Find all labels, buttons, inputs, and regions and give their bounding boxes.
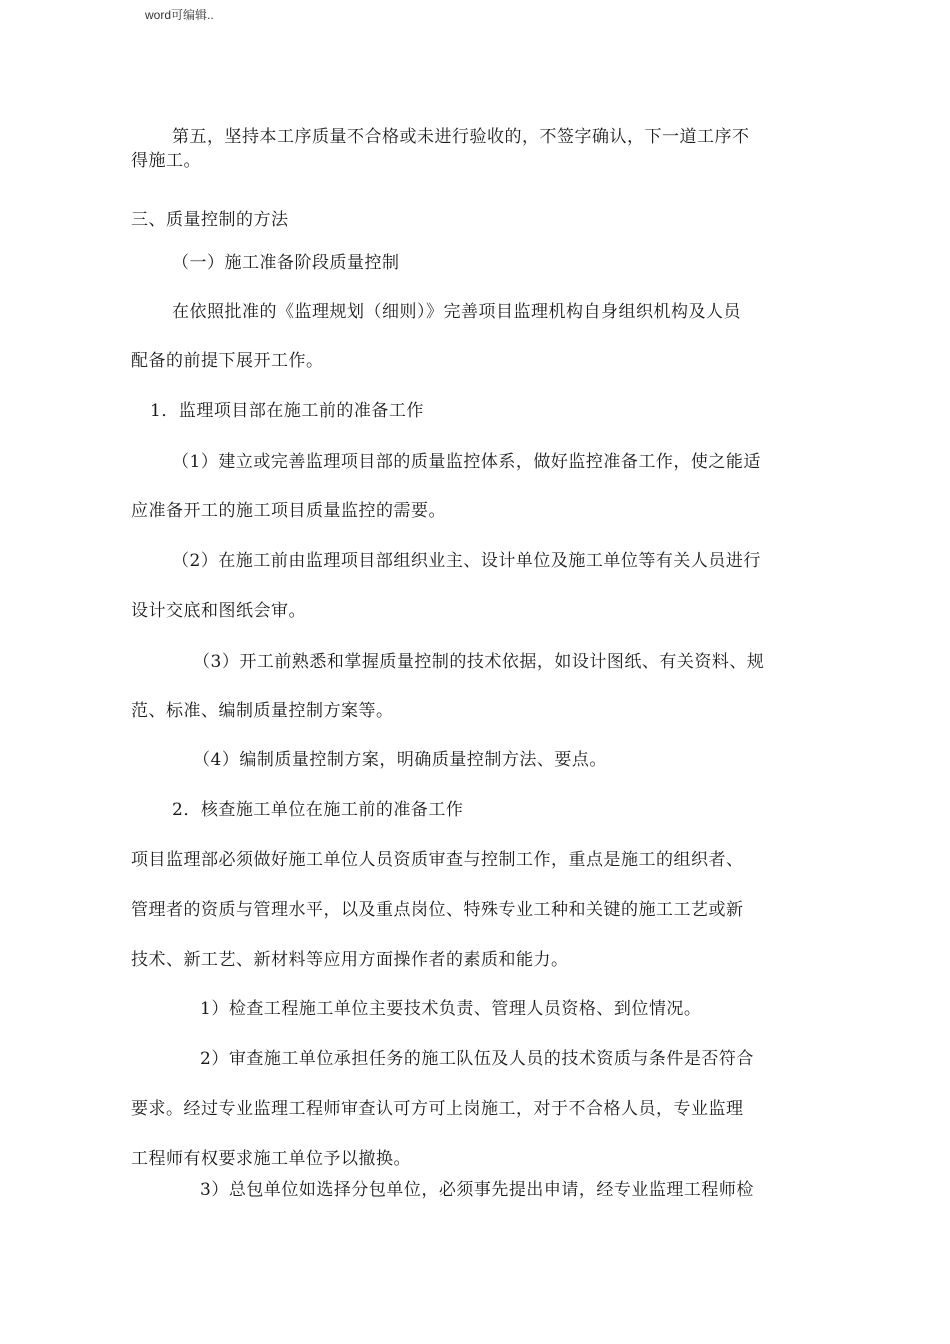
text-line: 第五，坚持本工序质量不合格或未进行验收的，不签字确认，下一道工序不	[172, 127, 750, 147]
text-line: 技术、新工艺、新材料等应用方面操作者的素质和能力。	[131, 950, 569, 970]
section-heading: 三、质量控制的方法	[131, 210, 289, 230]
text-line: （4）编制质量控制方案，明确质量控制方法、要点。	[193, 750, 607, 770]
text-line: 应准备开工的施工项目质量监控的需要。	[131, 501, 446, 521]
text-line: （3）开工前熟悉和掌握质量控制的技术依据，如设计图纸、有关资料、规	[193, 652, 765, 672]
text-line: 得施工。	[131, 151, 201, 171]
text-line: 范、标准、编制质量控制方案等。	[131, 701, 394, 721]
text-line: 项目监理部必须做好施工单位人员资质审查与控制工作，重点是施工的组织者、	[131, 850, 744, 870]
item-heading: 2．核查施工单位在施工前的准备工作	[172, 800, 464, 820]
text-line: 在依照批准的《监理规划（细则）》完善项目监理机构自身组织机构及人员	[172, 302, 741, 322]
text-line: 1）检查工程施工单位主要技术负责、管理人员资格、到位情况。	[200, 999, 702, 1019]
page-header: word可编辑..	[145, 8, 214, 22]
text-line: 工程师有权要求施工单位予以撤换。	[131, 1149, 411, 1169]
item-heading: 1．监理项目部在施工前的准备工作	[150, 401, 424, 421]
text-line: 管理者的资质与管理水平，以及重点岗位、特殊专业工种和关键的施工工艺或新	[131, 900, 744, 920]
text-line: 设计交底和图纸会审。	[131, 601, 306, 621]
text-line: 要求。经过专业监理工程师审查认可方可上岗施工，对于不合格人员，专业监理	[131, 1099, 744, 1119]
subsection-heading: （一）施工准备阶段质量控制	[172, 253, 400, 273]
text-line: （2）在施工前由监理项目部组织业主、设计单位及施工单位等有关人员进行	[172, 551, 761, 571]
text-line: 2）审查施工单位承担任务的施工队伍及人员的技术资质与条件是否符合	[200, 1049, 754, 1069]
text-line: 3）总包单位如选择分包单位，必须事先提出申请，经专业监理工程师检	[200, 1180, 754, 1200]
text-line: 配备的前提下展开工作。	[131, 351, 324, 371]
text-line: （1）建立或完善监理项目部的质量监控体系，做好监控准备工作，使之能适	[172, 452, 761, 472]
